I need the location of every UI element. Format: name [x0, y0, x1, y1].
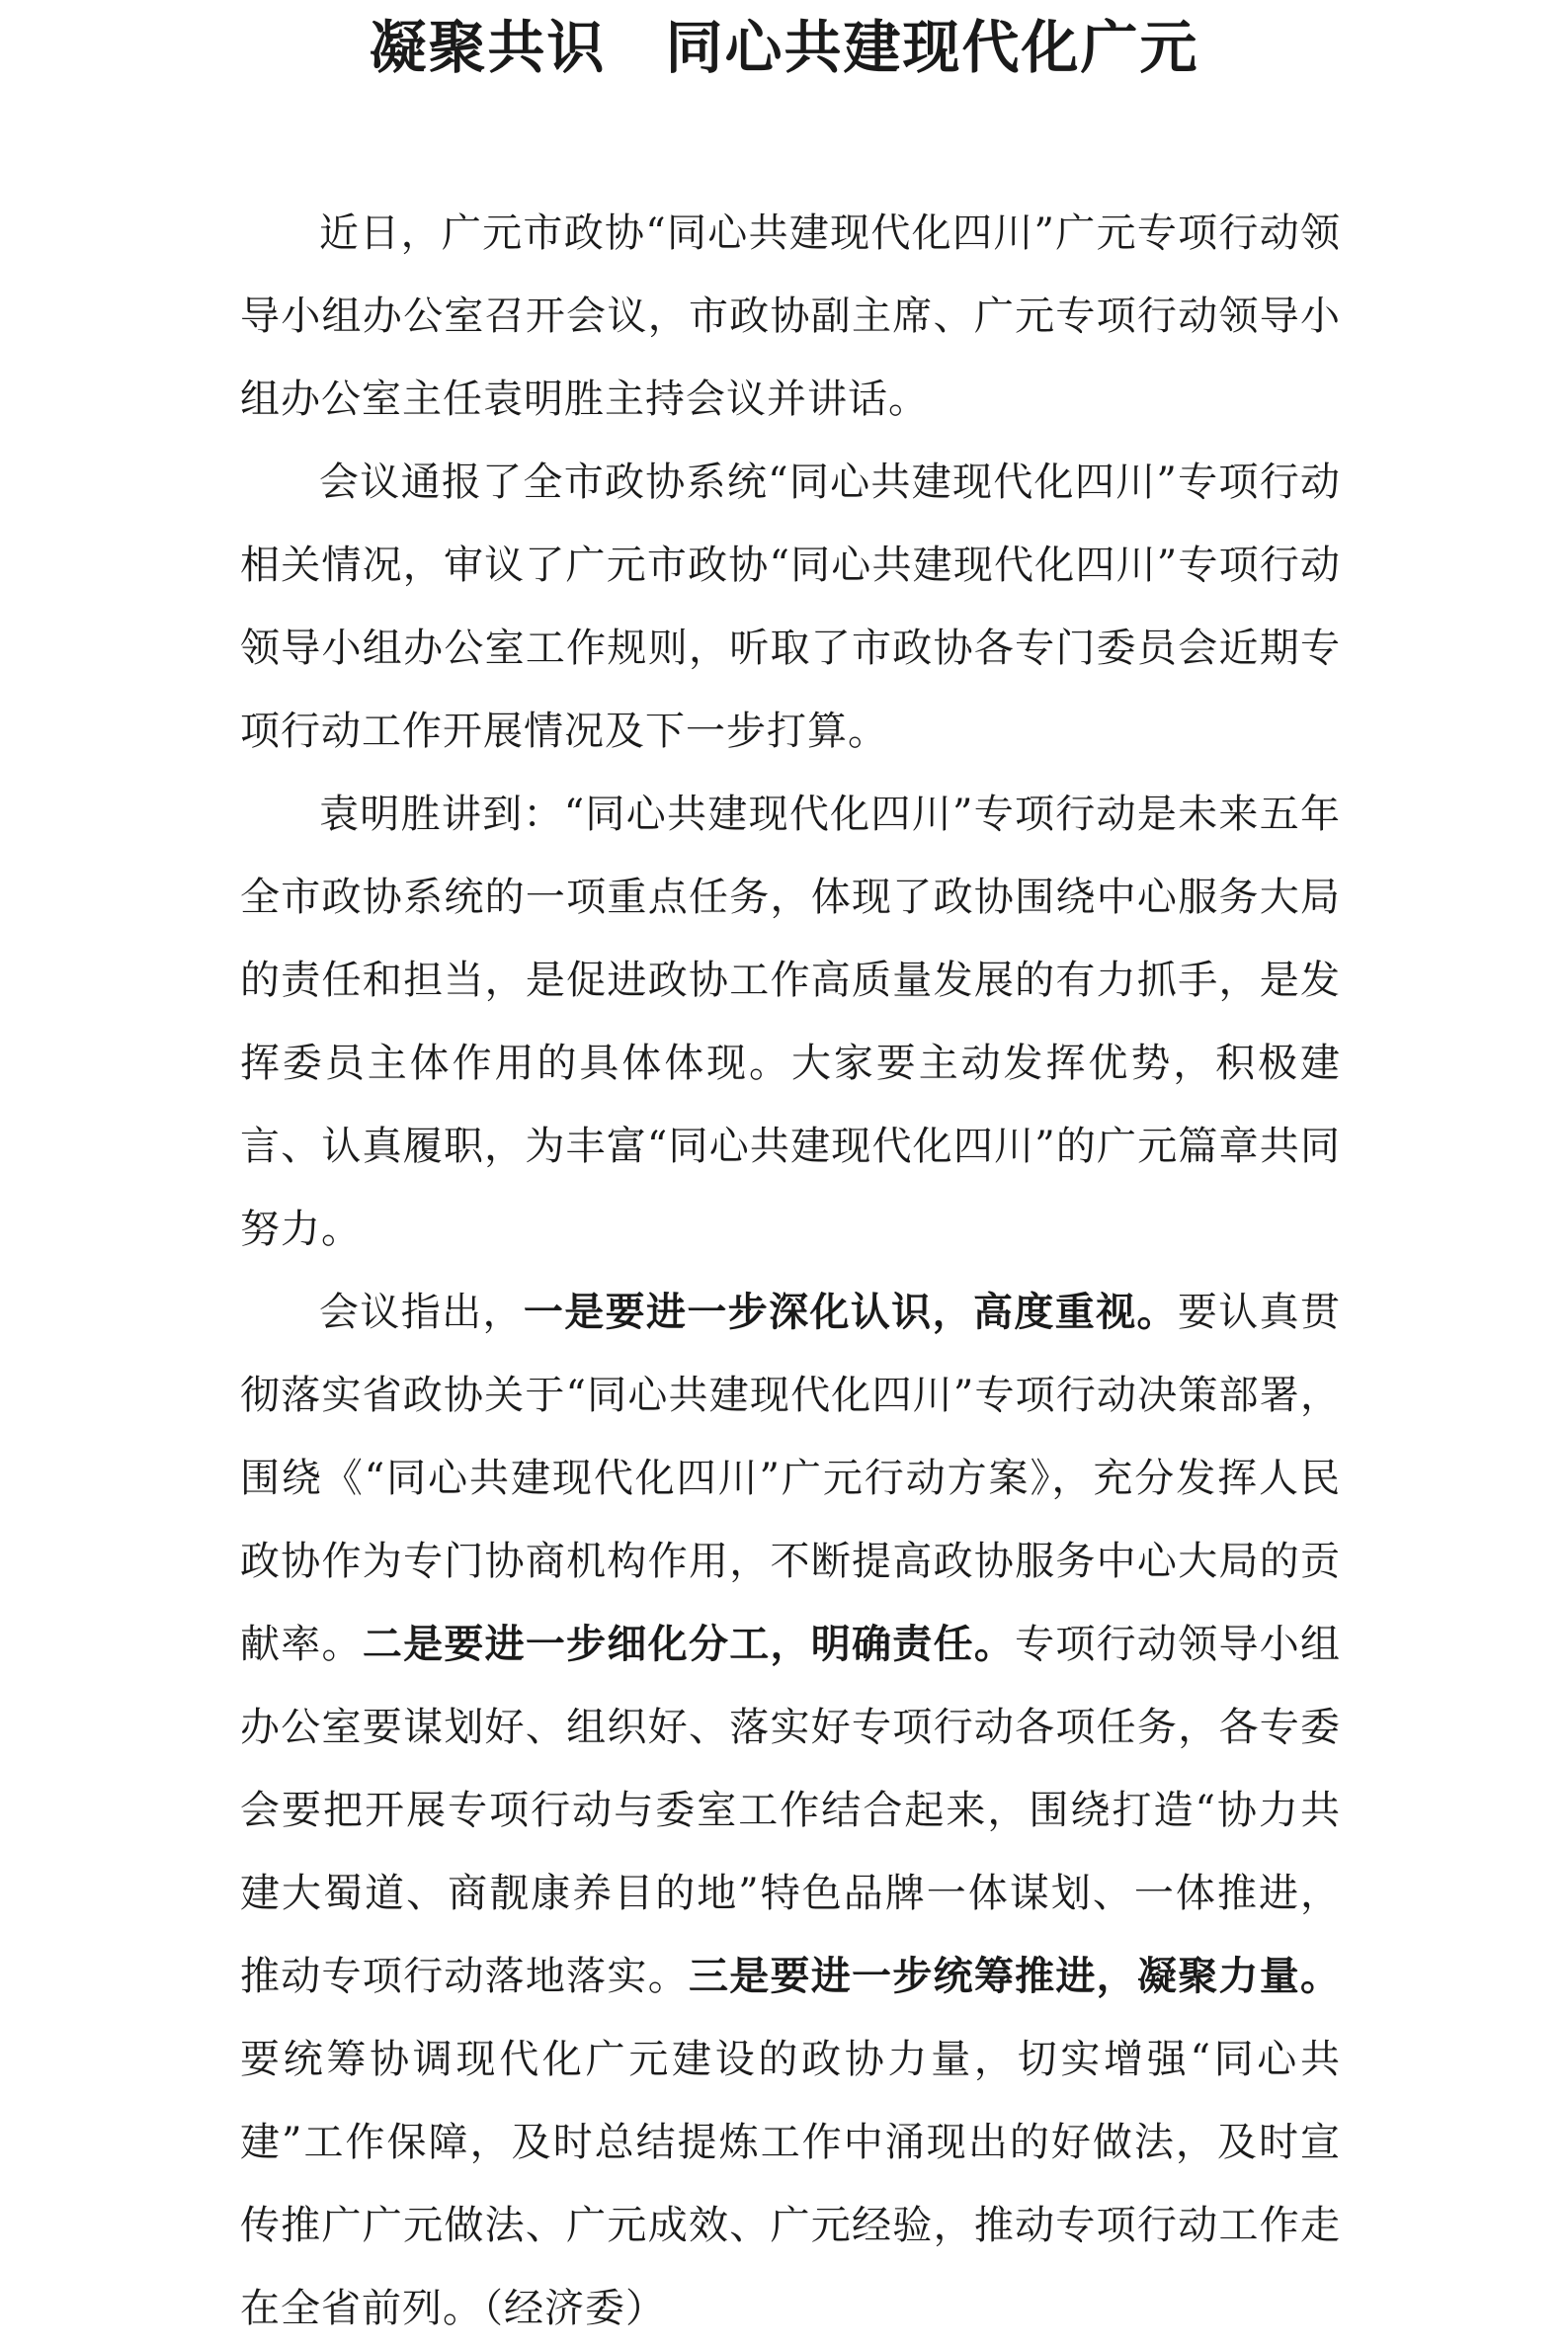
key-point-one-text: 要认真贯彻落实省政协关于“同心共建现代化四川”专项行动决策部署，围绕《“同心共建现代化四川”广元行动方案》，充分发挥人民政协作为专门协商机构作用，不断提高政协服务中心大局的贡献率。 [240, 1290, 1341, 1667]
key-point-two-text: 专项行动领导小组办公室要谋划好、组织好、落实好专项行动各项任务，各专委会要把开展专项行动与委室工作结合起来，围绕打造“协力共建大蜀道、商靓康养目的地”特色品牌一体谋划、一体推进，推动专项行动落地落实。 [240, 1622, 1342, 1999]
paragraph-4-intro: 会议指出， [319, 1290, 524, 1335]
key-point-three-text: 要统筹协调现代化广元建设的政协力量，切实增强“同心共建”工作保障，及时总结提炼工作中涌现出的好做法，及时宣传推广广元做法、广元成效、广元经验，推动专项行动工作走在全省前列。（经济委） [240, 2037, 1341, 2331]
paragraph-1-text: 近日，广元市政协“同心共建现代化四川”广元专项行动领导小组办公室召开会议，市政协副主席、广元专项行动领导小组办公室主任袁明胜主持会议并讲话。 [240, 210, 1341, 422]
article-body [240, 192, 1341, 2350]
paragraph-2-text: 会议通报了全市政协系统“同心共建现代化四川”专项行动相关情况，审议了广元市政协“同心共建现代化四川”专项行动领导小组办公室工作规则，听取了市政协各专门委员会近期专项行动工作开展情况及下一步打算。 [240, 460, 1341, 754]
paragraph-3-text: 袁明胜讲到：“同心共建现代化四川”专项行动是未来五年全市政协系统的一项重点任务，体现了政协围绕中心服务大局的责任和担当，是促进政协工作高质量发展的有力抓手，是发挥委员主体作用的具体体现。大家要主动发挥优势，积极建言、认真履职，为丰富“同心共建现代化四川”的广元篇章共同努力。 [240, 792, 1341, 1252]
article-title: 凝聚共识 同心共建现代化广元 [369, 14, 1199, 81]
key-point-one-heading: 一是要进一步深化认识，高度重视。 [523, 1290, 1178, 1335]
key-point-three-heading: 三是要进一步统筹推进，凝聚力量。 [688, 1954, 1342, 1999]
key-point-two-heading: 二是要进一步细化分工，明确责任。 [362, 1622, 1016, 1667]
paragraph-4 [240, 1271, 1341, 2350]
paragraph-2 [240, 441, 1341, 773]
paragraph-1 [240, 192, 1341, 441]
paragraph-3 [240, 773, 1341, 1271]
